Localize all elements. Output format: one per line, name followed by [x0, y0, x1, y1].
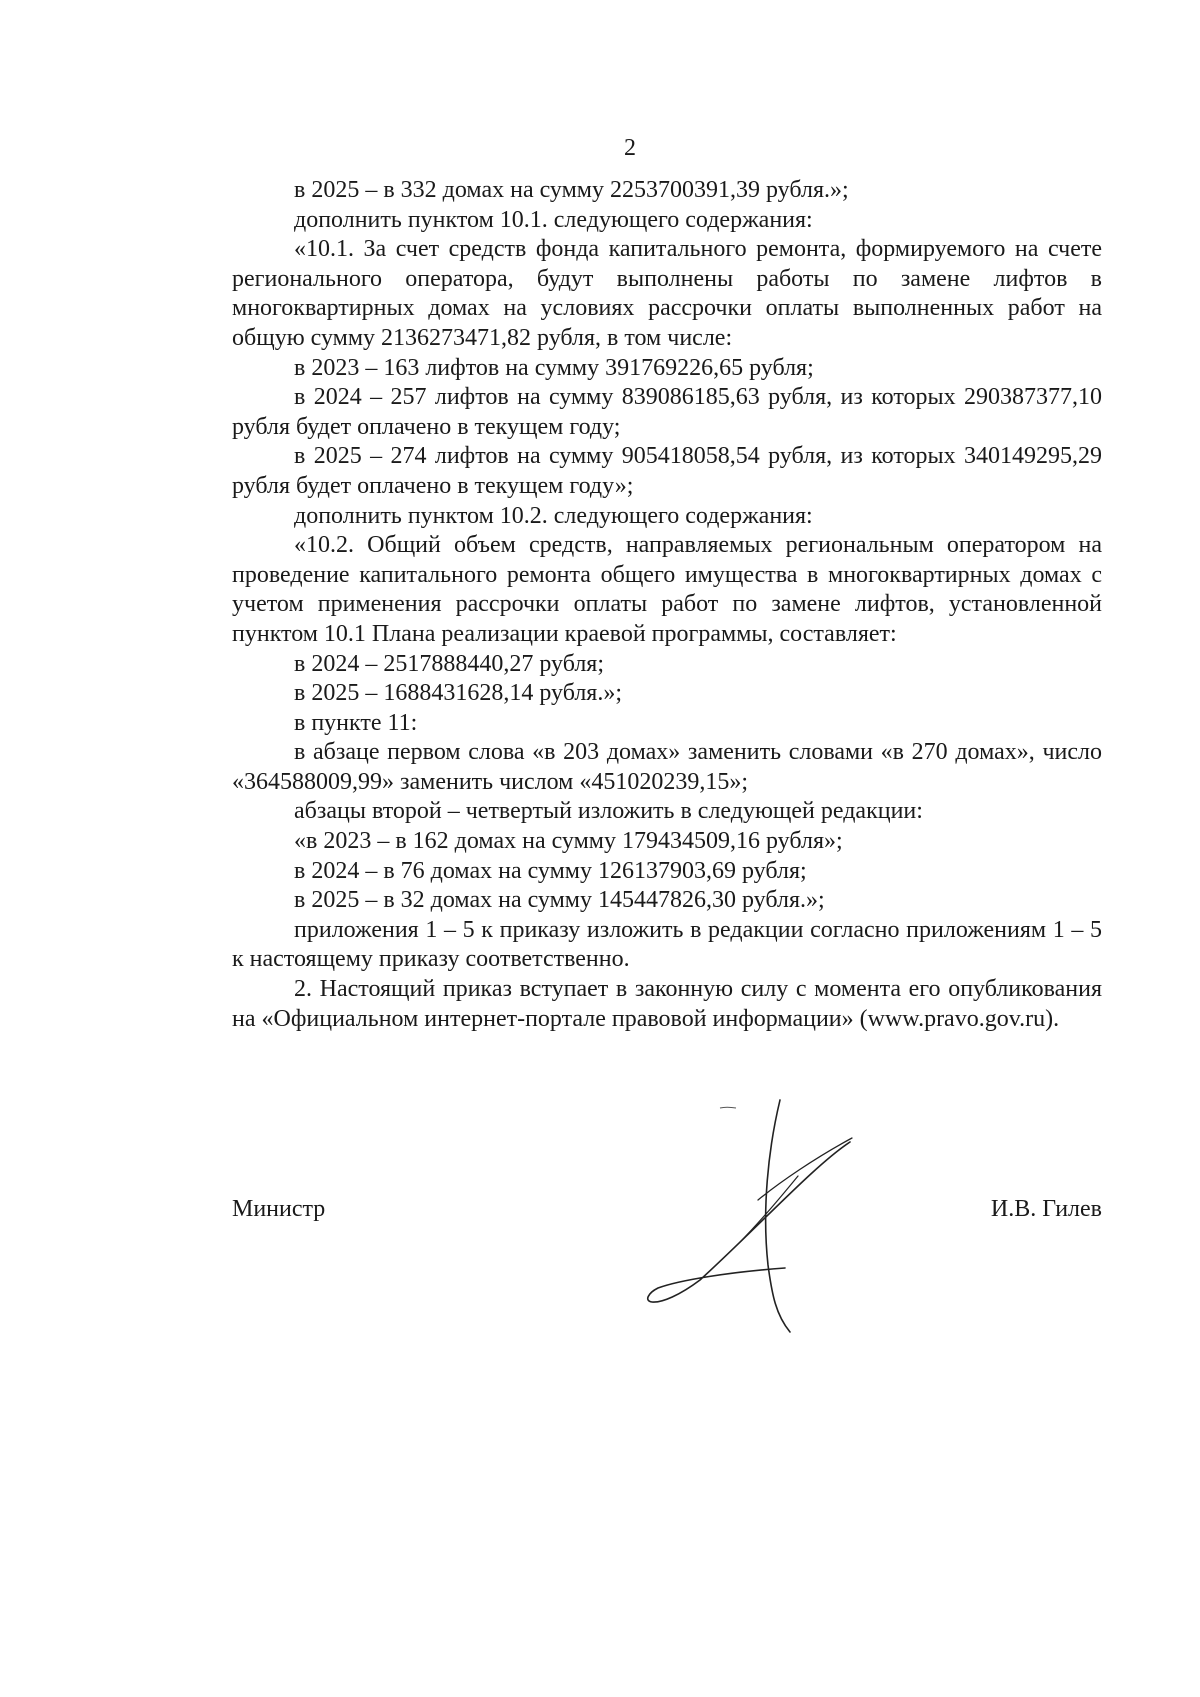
paragraph: в 2024 – 2517888440,27 рубля;: [294, 650, 604, 677]
paragraph: «10.1. За счет средств фонда капитального ремонта, формируемого на счете регионального оператора, будут выполнены работы по замене лифтов в многоквартирных домах на условиях рассрочки оплаты выполненных работ на общую сумму 2136273471,82 рубля, в том числе:: [232, 236, 1102, 351]
paragraph: в 2025 – в 32 домах на сумму 145447826,30 рубля.»;: [294, 887, 825, 914]
paragraph: «10.2. Общий объем средств, направляемых региональным оператором на проведение капитального ремонта общего имущества в многоквартирных домах с учетом применения рассрочки оплаты работ по замене лифтов, установленной пунктом 10.1 Плана реализации краевой программы, составляет:: [232, 532, 1102, 647]
paragraph: в 2024 – в 76 домах на сумму 126137903,69 рубля;: [294, 857, 807, 884]
document-body: [232, 176, 1102, 1034]
paragraph: в 2025 – 1688431628,14 рубля.»;: [294, 680, 622, 707]
paragraph: в 2024 – 257 лифтов на сумму 839086185,63 рубля, из которых 290387377,10 рубля будет оплачено в текущем году;: [232, 384, 1102, 440]
paragraph: в 2025 – в 332 домах на сумму 2253700391,39 рубля.»;: [294, 177, 849, 203]
paragraph: в 2023 – 163 лифтов на сумму 391769226,65 рубля;: [294, 354, 814, 381]
paragraph: в абзаце первом слова «в 203 домах» заменить словами «в 270 домах», число «364588009,99» заменить числом «451020239,15»;: [232, 739, 1102, 795]
paragraph: абзацы второй – четвертый изложить в следующей редакции:: [294, 798, 923, 825]
paragraph: «в 2023 – в 162 домах на сумму 179434509,16 рубля»;: [294, 828, 843, 855]
paragraph: дополнить пунктом 10.1. следующего содержания:: [294, 206, 813, 233]
handwritten-signature: [640, 1090, 870, 1340]
paragraph: дополнить пунктом 10.2. следующего содержания:: [294, 502, 813, 529]
signer-role: Министр: [232, 1196, 326, 1222]
page-number: 2: [624, 135, 636, 161]
paragraph: в пункте 11:: [294, 709, 418, 736]
paragraph: в 2025 – 274 лифтов на сумму 905418058,54 рубля, из которых 340149295,29 рубля будет оплачено в текущем году»;: [232, 443, 1102, 499]
paragraph: 2. Настоящий приказ вступает в законную силу с момента его опубликования на «Официальном интернет-портале правовой информации» (www.pravo.gov.ru).: [232, 976, 1102, 1032]
paragraph: приложения 1 – 5 к приказу изложить в редакции согласно приложениям 1 – 5 к настоящему приказу соответственно.: [232, 916, 1102, 973]
signer-name: И.В. Гилев: [990, 1196, 1102, 1222]
